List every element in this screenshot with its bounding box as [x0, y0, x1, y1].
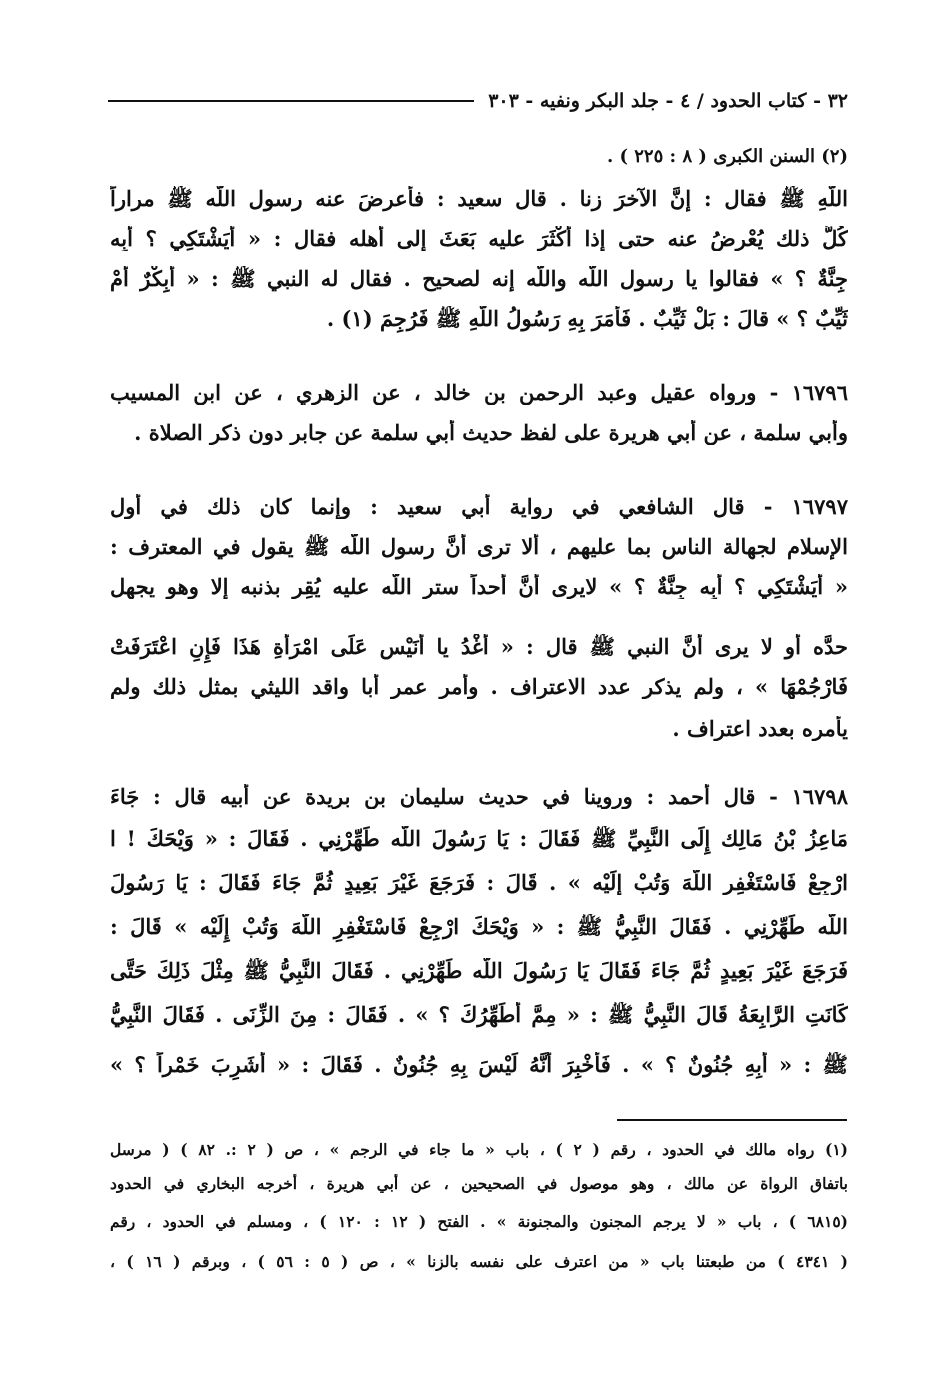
paragraph-line: كُلُّ ذلك يُعْرِضُ عنه حتى إذا أكْثَرَ عليه بَعَثَ إلى أهله فقال : « أَيَشْتَكِي ؟ أَبِه	[110, 226, 848, 251]
header-rule	[108, 100, 474, 102]
paragraph-line: ١٦٧٩٦ - ورواه عقيل وعبد الرحمن بن خالد ، عن الزهري ، عن ابن المسيب	[110, 380, 848, 405]
top-footnote-line: (٢) السنن الكبرى ( ٨ : ٢٢٥ ) .	[606, 146, 848, 167]
paragraph-line: ارْجِعْ فَاسْتَغْفِرِ اللَّهَ وَتُبْ إِلَيْه » . قَالَ : فَرَجَعَ غَيْرَ بَعِيدٍ ثُمَّ جَاءَ فَقَالَ : يَا رَسُولَ	[110, 870, 848, 895]
running-header	[108, 84, 848, 118]
running-header-title: ٣٢ - كتاب الحدود / ٤ - جلد البكر ونفيه - ٣٠٣	[488, 90, 848, 112]
paragraph-line: حدَّه أو لا يرى أنَّ النبي ﷺ قال : « أَغْدُ يا أُنَيْس عَلَى امْرَأَةِ هَذَا فَإِنِ اعْتَرَفَتْ	[110, 634, 848, 659]
paragraph-line: فَرَجَعَ غَيْرَ بَعِيدٍ ثُمَّ جَاءَ فَقَالَ يَا رَسُولَ اللَّه طَهِّرْنِي . فَقَالَ النَّبِيُّ ﷺ مِثْلَ ذَلِكَ حَتَّى	[110, 958, 848, 983]
footnote-line: (٦٨١٥ ) ، باب « لا يرجم المجنون والمجنونة » . الفتح ( ١٢ : ١٢٠ ) ، ومسلم في الحدود ، رقم	[110, 1212, 848, 1231]
paragraph-line: ١٦٧٩٨ - قال أحمد : وروينا في حديث سليمان بن بريدة عن أبيه قال : جَاءَ	[110, 784, 848, 809]
footnote-line: ( ٤٣٤١ ) من طبعتنا باب « من اعترف على نفسه بالزنا » ، ص ( ٥ : ٥٦ ) ، وبرقم ( ١٦ ) ،	[110, 1252, 848, 1271]
paragraph-line: كَانَتِ الرَّابِعَةُ قَالَ النَّبِيُّ ﷺ : « مِمَّ أُطَهِّرُكَ ؟ » . فَقَالَ : مِنَ الزِّنَى . فَقَالَ النَّبِيُّ	[110, 1002, 848, 1027]
paragraph-line: يأمره بعدد اعتراف .	[672, 716, 848, 741]
footnote-separator	[617, 1119, 847, 1121]
paragraph-line: « أَيَشْتَكِي ؟ أَبِه جِنَّةٌ ؟ » لايرى أنَّ أحداً ستر اللَّه عليه يُقِر بذنبه إلا وهو يجهل	[110, 574, 848, 599]
paragraph-line: جِنَّةٌ ؟ » فقالوا يا رسول اللَّه واللَّه إنه لصحيح . فقال له النبي ﷺ : « أَبِكْرٌ أَمْ	[110, 266, 848, 291]
paragraph-line: اللَّهِ ﷺ فقال : إنَّ الآخرَ زنا . قال سعيد : فأعرضَ عنه رسول اللَّه ﷺ مراراً	[110, 186, 848, 211]
paragraph-line: الإسلام لجهالة الناس بما عليهم ، ألا ترى أنَّ رسول اللَّه ﷺ يقول في المعترف :	[110, 534, 848, 559]
footnote-line: (١) رواه مالك في الحدود ، رقم ( ٢ ) ، باب « ما جاء في الرجم » ، ص ( ٢ :. ٨٢ ) ( مرسل	[110, 1140, 848, 1159]
paragraph-line: فَارْجُمْهَا » ، ولم يذكر عدد الاعتراف . وأمر عمر أبا واقد الليثي بمثل ذلك ولم	[110, 674, 848, 699]
paragraph-line: مَاعِزُ بْنُ مَالِك إِلَى النَّبِيِّ ﷺ فَقَالَ : يَا رَسُولَ اللَّه طَهِّرْنِي . فَقَالَ : « وَيْحَكَ ! ا	[110, 826, 848, 851]
paragraph-line: اللَّه طَهِّرْنِي . فَقَالَ النَّبِيُّ ﷺ : « وَيْحَكَ ارْجِعْ فَاسْتَغْفِرِ اللَّهَ وَتُبْ إِلَيْه » قَالَ :	[110, 914, 848, 939]
paragraph-line: وأبي سلمة ، عن أبي هريرة على لفظ حديث أبي سلمة عن جابر دون ذكر الصلاة .	[134, 420, 848, 445]
paragraph-line: ثَيِّبٌ ؟ » قالَ : بَلْ ثَيِّبٌ . فَأَمَرَ بِهِ رَسُولُ اللَّهِ ﷺ فَرُجِمَ (١) .	[326, 306, 848, 331]
paragraph-line: ﷺ : « أَبِهِ جُنُونٌ ؟ » . فَأُخْبِرَ أَنَّهُ لَيْسَ بِهِ جُنُونٌ . فَقَالَ : « أَشَرِبَ خَمْراً ؟ »	[110, 1052, 848, 1077]
footnote-line: باتفاق الرواة عن مالك ، وهو موصول في الصحيحين ، عن أبي هريرة ، أخرجه البخاري في الحدود	[110, 1174, 848, 1193]
paragraph-line: ١٦٧٩٧ - قال الشافعي في رواية أبي سعيد : وإنما كان ذلك في أول	[110, 494, 848, 519]
